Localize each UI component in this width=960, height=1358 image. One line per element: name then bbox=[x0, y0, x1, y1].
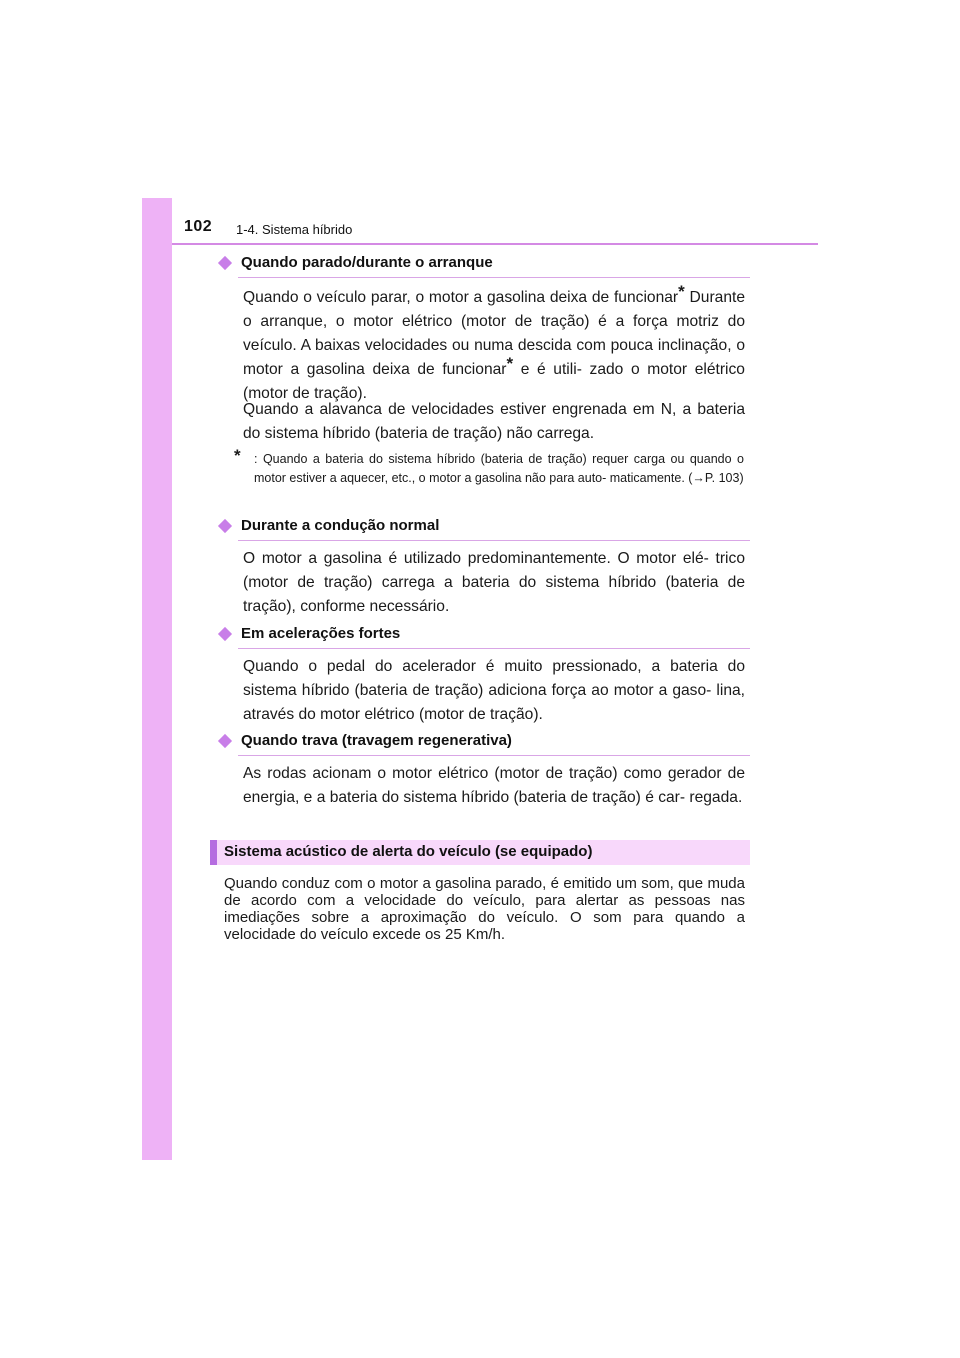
subheading-acceleration bbox=[218, 625, 750, 647]
section-heading-bar bbox=[210, 840, 217, 865]
footnote-star: * bbox=[234, 446, 241, 465]
section-heading-acoustic bbox=[210, 840, 750, 865]
section-heading-text: Sistema acústico de alerta do veículo (se equipado) bbox=[224, 843, 593, 860]
text-run: e é utili- zado o motor elétrico (motor de tração). bbox=[243, 361, 745, 402]
diamond-bullet-icon bbox=[218, 256, 232, 270]
subheading-text: Quando trava (travagem regenerativa) bbox=[241, 732, 512, 749]
subheading-rule bbox=[238, 648, 750, 649]
diamond-bullet-icon bbox=[218, 627, 232, 641]
paragraph-stopped-1 bbox=[243, 282, 745, 406]
text-run: Durante o arranque, o motor elétrico (motor de tração) é a força motriz do veículo. A baixas velocidades ou numa descida com pouca inclinação, o motor a gasolina deixa de funcionar bbox=[243, 289, 745, 378]
subheading-rule bbox=[238, 755, 750, 756]
paragraph-acceleration: Quando o pedal do acelerador é muito pressionado, a bateria do sistema híbrido (bateria de tração) adiciona força ao motor a gaso- lina, através do motor elétrico (motor de tração). bbox=[243, 658, 745, 723]
subheading-normal bbox=[218, 517, 750, 539]
diamond-bullet-icon bbox=[218, 519, 232, 533]
subheading-rule bbox=[238, 277, 750, 278]
diamond-bullet-icon bbox=[218, 734, 232, 748]
subheading-braking bbox=[218, 732, 750, 754]
subheading-rule bbox=[238, 540, 750, 541]
page-number: 102 bbox=[184, 218, 213, 235]
paragraph-stopped-2: Quando a alavanca de velocidades estiver engrenada em N, a bateria do sistema híbrido (bateria de tração) não carrega. bbox=[243, 401, 745, 442]
chapter-title: 1-4. Sistema híbrido bbox=[236, 222, 353, 237]
paragraph-braking: As rodas acionam o motor elétrico (motor de tração) como gerador de energia, e a bateria do sistema híbrido (bateria de tração) é car- regada. bbox=[243, 765, 745, 806]
subheading-text: Durante a condução normal bbox=[241, 517, 440, 534]
footnote-text: : Quando a bateria do sistema híbrido (bateria de tração) requer carga ou quando o motor estiver a aquecer, etc., o motor a gasolina não para auto- maticamente. (→P. 103) bbox=[254, 452, 744, 485]
subheading-text: Em acelerações fortes bbox=[241, 625, 401, 642]
footnote-star: * bbox=[506, 354, 514, 373]
paragraph-acoustic: Quando conduz com o motor a gasolina parado, é emitido um som, que muda de acordo com a velocidade do veículo, para alertar as pessoas nas imediações sobre a aproximação do veículo. O som para quando a velocidade do veículo excede os 25 Km/h. bbox=[224, 875, 745, 943]
paragraph-normal: O motor a gasolina é utilizado predominantemente. O motor elé- trico (motor de tração) carrega a bateria do sistema híbrido (bateria de tração), conforme necessário. bbox=[243, 550, 745, 615]
subheading-text: Quando parado/durante o arranque bbox=[241, 254, 493, 271]
text-run: Quando o veículo parar, o motor a gasolina deixa de funcionar bbox=[243, 289, 679, 306]
subheading-stopped bbox=[218, 254, 750, 276]
footnote-star: * bbox=[678, 282, 685, 301]
